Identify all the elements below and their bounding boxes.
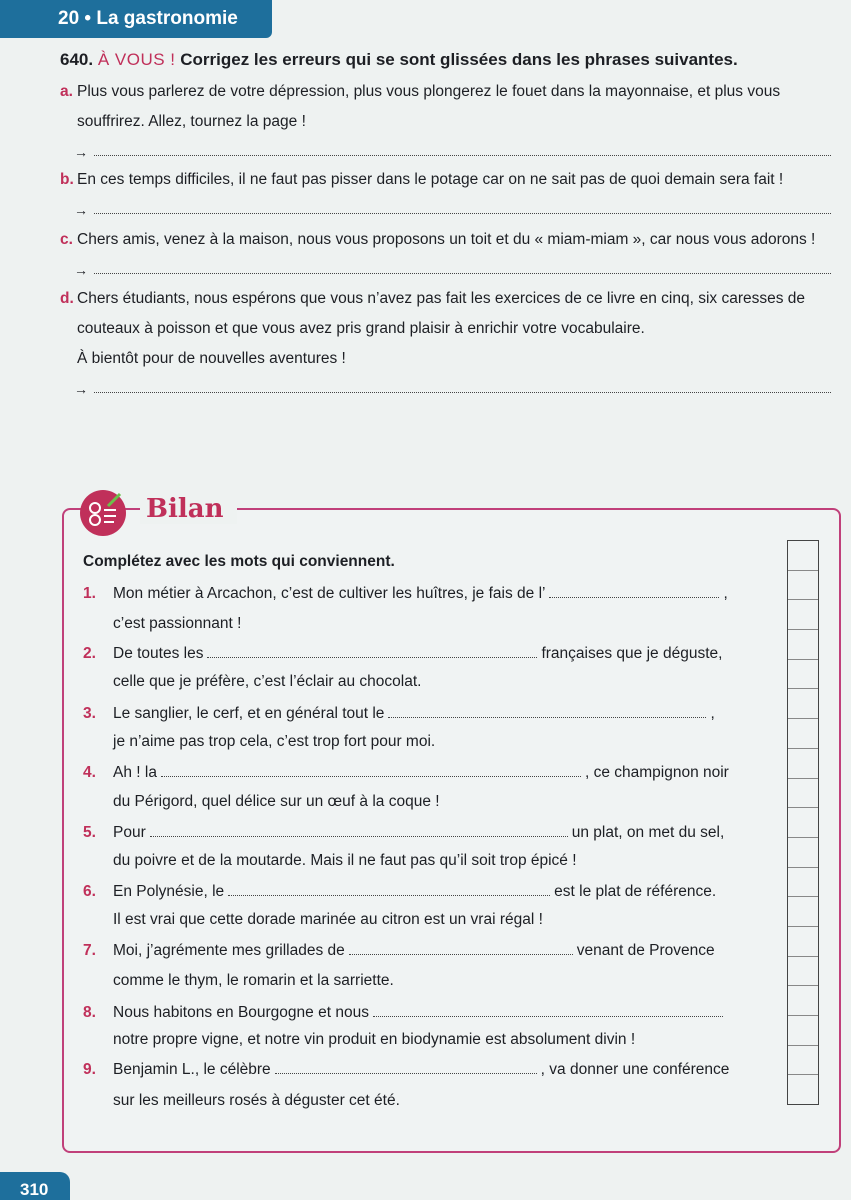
- score-cell[interactable]: [788, 660, 818, 690]
- chapter-header: 20 • La gastronomie: [0, 0, 272, 38]
- item-text: Moi, j’agrémente mes grillades de: [113, 942, 345, 959]
- blank-field[interactable]: [349, 940, 573, 955]
- exercise-item-c: [60, 225, 835, 255]
- bilan-item-6-cont: Il est vrai que cette dorade marinée au citron est un vrai régal !: [113, 911, 543, 928]
- score-cell[interactable]: [788, 749, 818, 779]
- blank-field[interactable]: [549, 583, 719, 598]
- item-text: ,: [710, 705, 715, 722]
- exercise-instruction: Corrigez les erreurs qui se sont glissées dans les phrases suivantes.: [180, 50, 738, 69]
- answer-line-a[interactable]: [74, 140, 831, 160]
- score-cell[interactable]: [788, 986, 818, 1016]
- item-number: 2.: [83, 645, 96, 662]
- item-number: 3.: [83, 705, 96, 722]
- bilan-item-6: [83, 877, 763, 907]
- item-number: 1.: [83, 585, 96, 602]
- dotted-line: [94, 273, 831, 274]
- item-text: couteaux à poisson et que vous avez pris grand plaisir à enrichir votre vocabulaire.: [77, 320, 645, 337]
- score-cell[interactable]: [788, 571, 818, 601]
- item-text: De toutes les: [113, 645, 204, 662]
- item-letter: b.: [60, 171, 74, 188]
- score-cell[interactable]: [788, 868, 818, 898]
- arrow-icon: →: [74, 262, 88, 278]
- bilan-item-4: [83, 758, 763, 788]
- pencil-notebook-icon: [80, 490, 126, 536]
- blank-field[interactable]: [150, 822, 568, 837]
- bilan-item-9: [83, 1055, 763, 1085]
- bilan-instruction: Complétez avec les mots qui conviennent.: [83, 553, 395, 570]
- item-text: À bientôt pour de nouvelles aventures !: [77, 350, 346, 367]
- blank-field[interactable]: [161, 762, 581, 777]
- bilan-item-7: [83, 936, 763, 966]
- bilan-item-5-cont: du poivre et de la moutarde. Mais il ne faut pas qu’il soit trop épicé !: [113, 852, 577, 869]
- item-letter: c.: [60, 231, 73, 248]
- item-text: Le sanglier, le cerf, et en général tout le: [113, 705, 385, 722]
- item-text: Mon métier à Arcachon, c’est de cultiver les huîtres, je fais de l’: [113, 585, 546, 602]
- blank-field[interactable]: [373, 1002, 723, 1017]
- item-text: Ah ! la: [113, 764, 157, 781]
- bilan-item-3: [83, 699, 763, 729]
- blank-field[interactable]: [388, 703, 706, 718]
- score-cell[interactable]: [788, 719, 818, 749]
- exercise-item-d: [60, 284, 835, 374]
- item-text: Chers étudiants, nous espérons que vous n’avez pas fait les exercices de ce livre en cinq, six caresses de: [77, 290, 806, 307]
- item-number: 8.: [83, 1004, 96, 1021]
- item-text: souffrirez. Allez, tournez la page !: [77, 113, 306, 130]
- score-cell[interactable]: [788, 1016, 818, 1046]
- bilan-title: Bilan: [140, 494, 237, 524]
- bilan-item-2-cont: celle que je préfère, c’est l’éclair au chocolat.: [113, 673, 422, 690]
- score-cell[interactable]: [788, 927, 818, 957]
- item-number: 7.: [83, 942, 96, 959]
- score-cell[interactable]: [788, 1046, 818, 1076]
- item-text: est le plat de référence.: [554, 883, 717, 900]
- item-text: , ce champignon noir: [584, 764, 729, 781]
- item-number: 9.: [83, 1061, 96, 1078]
- arrow-icon: →: [74, 202, 88, 218]
- bilan-item-9-cont: sur les meilleurs rosés à déguster cet été.: [113, 1092, 400, 1109]
- item-text: , va donner une conférence: [540, 1061, 730, 1078]
- exercise-tag: À VOUS !: [97, 50, 176, 69]
- score-cell[interactable]: [788, 541, 818, 571]
- answer-line-b[interactable]: [74, 198, 831, 218]
- score-cell[interactable]: [788, 838, 818, 868]
- score-cell[interactable]: [788, 689, 818, 719]
- score-cell[interactable]: [788, 808, 818, 838]
- item-text: En Polynésie, le: [113, 883, 225, 900]
- bilan-item-2: [83, 639, 763, 669]
- item-text: un plat, on met du sel,: [571, 824, 725, 841]
- score-column: [787, 540, 819, 1105]
- score-cell[interactable]: [788, 779, 818, 809]
- item-text: Benjamin L., le célèbre: [113, 1061, 271, 1078]
- bilan-item-7-cont: comme le thym, le romarin et la sarriette.: [113, 972, 394, 989]
- answer-line-c[interactable]: [74, 258, 831, 278]
- exercise-number: 640.: [60, 50, 94, 69]
- bilan-item-1-cont: c’est passionnant !: [113, 615, 242, 632]
- dotted-line: [94, 213, 831, 214]
- item-text: Nous habitons en Bourgogne et nous: [113, 1004, 369, 1021]
- item-text: Chers amis, venez à la maison, nous vous proposons un toit et du « miam-miam », car nous vous adorons !: [77, 231, 816, 248]
- page-number: 310: [0, 1172, 70, 1200]
- item-text: En ces temps difficiles, il ne faut pas pisser dans le potage car on ne sait pas de quoi demain sera fait !: [77, 171, 784, 188]
- arrow-icon: →: [74, 381, 88, 397]
- bilan-item-8: [83, 998, 763, 1028]
- score-cell[interactable]: [788, 600, 818, 630]
- item-number: 5.: [83, 824, 96, 841]
- answer-line-d[interactable]: [74, 377, 831, 397]
- exercise-item-a: [60, 77, 835, 137]
- item-text: françaises que je déguste,: [541, 645, 723, 662]
- item-text: ,: [723, 585, 728, 602]
- bilan-item-8-cont: notre propre vigne, et notre vin produit en biodynamie est absolument divin !: [113, 1031, 636, 1048]
- bilan-item-3-cont: je n’aime pas trop cela, c’est trop fort pour moi.: [113, 733, 436, 750]
- score-cell[interactable]: [788, 1075, 818, 1104]
- score-cell[interactable]: [788, 630, 818, 660]
- item-number: 4.: [83, 764, 96, 781]
- blank-field[interactable]: [228, 881, 550, 896]
- bilan-item-4-cont: du Périgord, quel délice sur un œuf à la coque !: [113, 793, 440, 810]
- item-letter: d.: [60, 290, 74, 307]
- exercise-item-b: [60, 165, 835, 195]
- score-cell[interactable]: [788, 897, 818, 927]
- blank-field[interactable]: [275, 1059, 537, 1074]
- item-text: Plus vous parlerez de votre dépression, plus vous plongerez le fouet dans la mayonnaise, et plus vous: [77, 83, 781, 100]
- item-text: Pour: [113, 824, 146, 841]
- dotted-line: [94, 392, 831, 393]
- item-letter: a.: [60, 83, 73, 100]
- exercise-heading: [60, 50, 738, 70]
- item-text: venant de Provence: [576, 942, 715, 959]
- bilan-item-1: [83, 579, 763, 609]
- score-cell[interactable]: [788, 957, 818, 987]
- blank-field[interactable]: [207, 643, 537, 658]
- dotted-line: [94, 155, 831, 156]
- bilan-item-5: [83, 818, 763, 848]
- arrow-icon: →: [74, 144, 88, 160]
- item-number: 6.: [83, 883, 96, 900]
